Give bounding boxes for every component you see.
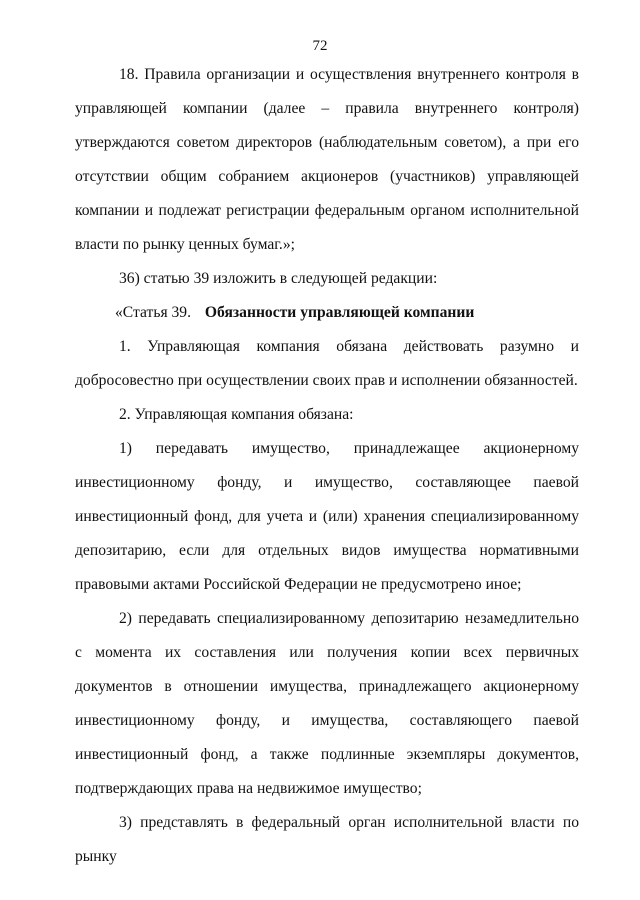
page-number: 72	[312, 38, 328, 54]
article-number: «Статья 39.	[115, 304, 192, 321]
paragraph-18: 18. Правила организации и осуществления внутреннего контроля в управляющей компании (далее – правила внутреннего контроля) утверждаются советом директоров (наблюдательным советом), а при его отсутствии общим собранием акционеров (участников) управляющей компании и подлежат регистрации федеральным органом исполнительной власти по рынку ценных бумаг.»;	[75, 66, 579, 253]
paragraph-36: 36) статью 39 изложить в следующей редакции:	[119, 270, 438, 287]
document-body	[75, 58, 579, 874]
paragraph-1: 1. Управляющая компания обязана действовать разумно и добросовестно при осуществлении своих прав и исполнении обязанностей.	[75, 338, 579, 389]
list-item-1: 1) передавать имущество, принадлежащее акционерному инвестиционному фонду, и имущество, составляющее паевой инвестиционный фонд, для учета и (или) хранения специализированному депозитарию, если для отдельных видов имущества нормативными правовыми актами Российской Федерации не предусмотрено иное;	[75, 440, 579, 593]
article-title: Обязанности управляющей компании	[204, 304, 475, 321]
list-item-3: 3) представлять в федеральный орган исполнительной власти по рынку	[75, 814, 579, 865]
paragraph-2: 2. Управляющая компания обязана:	[119, 406, 354, 423]
list-item-2: 2) передавать специализированному депозитарию незамедлительно с момента их составления или получения копии всех первичных документов в отношении имущества, принадлежащего акционерному инвестиционному фонду, и имущества, составляющего паевой инвестиционный фонд, а также подлинные экземпляры документов, подтверждающих права на недвижимое имущество;	[75, 610, 579, 797]
article-heading	[75, 296, 579, 330]
